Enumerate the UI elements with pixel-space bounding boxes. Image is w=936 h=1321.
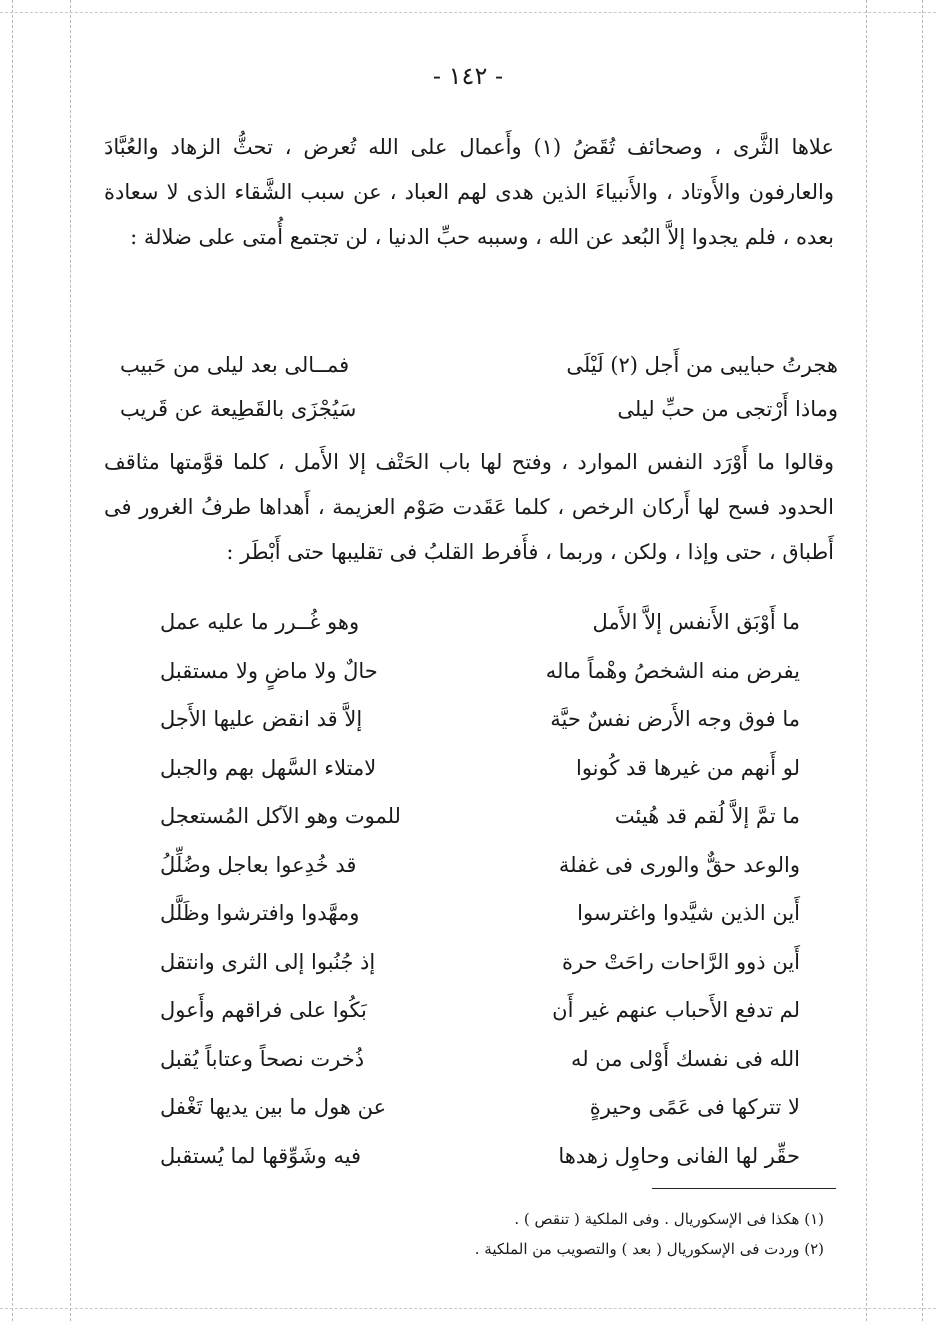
verse-line	[160, 598, 800, 647]
verse-first-hemistich: أَين ذوو الرَّاحات راحَتْ حرة	[562, 949, 800, 974]
footnote-separator	[652, 1188, 836, 1189]
verse-second-hemistich: إذ جُنُبوا إلى الثرى وانتقل	[160, 949, 376, 974]
verse-line	[160, 744, 800, 793]
scan-border-line	[922, 0, 923, 1321]
verse-line	[160, 1035, 800, 1084]
verse-line	[160, 647, 800, 696]
verse-second-hemistich: فيه وشَوِّقها لما يُستقبل	[160, 1143, 362, 1168]
page-number: - ١٤٢ -	[432, 62, 504, 90]
verse-line	[160, 792, 800, 841]
verse-first-hemistich: يفرض منه الشخصُ وهْماً ماله	[545, 658, 800, 683]
verse-second-hemistich: فمــالى بعد ليلى من حَبيب	[120, 353, 350, 377]
verse-second-hemistich: قد خُدِعوا بعاجل وضُلِّلُ	[160, 852, 357, 877]
verse-line	[120, 343, 838, 387]
scan-border-line	[70, 0, 71, 1321]
verse-first-hemistich: أَين الذين شيَّدوا واغترسوا	[577, 901, 800, 925]
verse-second-hemistich: لامتلاء السَّهل بهم والجبل	[160, 755, 377, 780]
footnote-2: (٢) وردت فى الإسكوريال ( بعد ) والتصويب من الملكية .	[474, 1240, 824, 1258]
verse-second-hemistich: بَكُوا على فراقهم وأَعول	[160, 998, 367, 1022]
verse-second-hemistich: وهو غُــرر ما عليه عمل	[160, 610, 360, 634]
footnotes	[324, 1204, 824, 1264]
verse-first-hemistich: لا تتركها فى عَمًى وحيرةٍ	[589, 1095, 800, 1119]
verse-line	[160, 986, 800, 1035]
paragraph-1	[104, 125, 834, 260]
verse-first-hemistich: ما تمَّ إلاَّ لُقم قد هُيئت	[614, 804, 800, 828]
verse-line	[160, 1083, 800, 1132]
verse-second-hemistich: عن هول ما بين يديها تَغْفل	[160, 1095, 387, 1119]
verse-line	[160, 889, 800, 938]
verse-first-hemistich: وماذا أَرْتجى من حبِّ ليلى	[617, 397, 838, 421]
poem-verses-1	[120, 343, 838, 431]
scan-border-line	[866, 0, 867, 1321]
verse-line	[120, 387, 838, 431]
verse-first-hemistich: هجرتُ حبايبى من أَجل (٢) لَيْلَى	[566, 353, 838, 377]
verse-first-hemistich: ما فوق وجه الأَرض نفسٌ حيَّة	[550, 707, 800, 731]
verse-first-hemistich: حقِّر لها الفانى وحاوِل زهدها	[558, 1143, 800, 1168]
verse-second-hemistich: ومهَّدوا وافترشوا وظَلَّل	[160, 901, 360, 925]
verse-line	[160, 841, 800, 890]
verse-first-hemistich: لم تدفع الأَحباب عنهم غير أَن	[552, 998, 800, 1022]
verse-line	[160, 695, 800, 744]
footnote-1: (١) هكذا فى الإسكوريال . وفى الملكية ( تنقص ) .	[514, 1210, 824, 1228]
verse-second-hemistich: إلاَّ قد انقض عليها الأَجل	[160, 707, 363, 731]
verse-second-hemistich: حالٌ ولا ماضٍ ولا مستقبل	[160, 658, 378, 683]
paragraph-2	[104, 440, 834, 575]
verse-first-hemistich: والوعد حقٌّ والورى فى غفلة	[558, 852, 800, 877]
verse-second-hemistich: ذُخرت نصحاً وعتاباً يُقبل	[160, 1046, 365, 1071]
verse-second-hemistich: سَيُجْزَى بالقَطِيعة عن قَريب	[120, 397, 357, 421]
paragraph-text: علاها الثَّرى ، وصحائف تُقَضُ (١) وأَعمال على الله تُعرض ، تحثُّ الزهاد والعُبَّادَ والعارفون والأَوتاد ، والأَنبياءَ الذين هدى لهم العباد ، عن سبب الشَّقاء الذى لا سعادة بعده ، فلم يجدوا إلاَّ البُعد عن الله ، وسببه حبِّ الدنيا ، لن تجتمع أُمتى على ضلالة :	[104, 135, 834, 249]
verse-first-hemistich: لو أَنهم من غيرها قد كُونوا	[575, 755, 800, 780]
verse-second-hemistich: للموت وهو الآكل المُستعجل	[160, 804, 401, 828]
verse-line	[160, 938, 800, 987]
verse-first-hemistich: ما أَوْبَق الأَنفس إلاَّ الأَمل	[592, 610, 800, 634]
scan-border-line	[0, 12, 936, 13]
paragraph-text: وقالوا ما أَوْرَد النفس الموارد ، وفتح لها باب الحَتْف إلا الأَمل ، كلما قوَّمتها مثاقف الحدود فسح لها أَركان الرخص ، كلما عَقَدت صَوْم العزيمة ، أَهداها طرفُ الغرور فى أَطباق ، حتى وإذا ، ولكن ، وربما ، فأَفرط القلبُ فى تقليبها حتى أَبْطَر :	[104, 450, 834, 564]
scan-border-line	[12, 0, 13, 1321]
poem-verses-2	[160, 598, 800, 1180]
verse-line	[160, 1132, 800, 1181]
scan-border-line	[0, 1308, 936, 1309]
verse-first-hemistich: الله فى نفسك أَوْلى من له	[570, 1046, 800, 1071]
